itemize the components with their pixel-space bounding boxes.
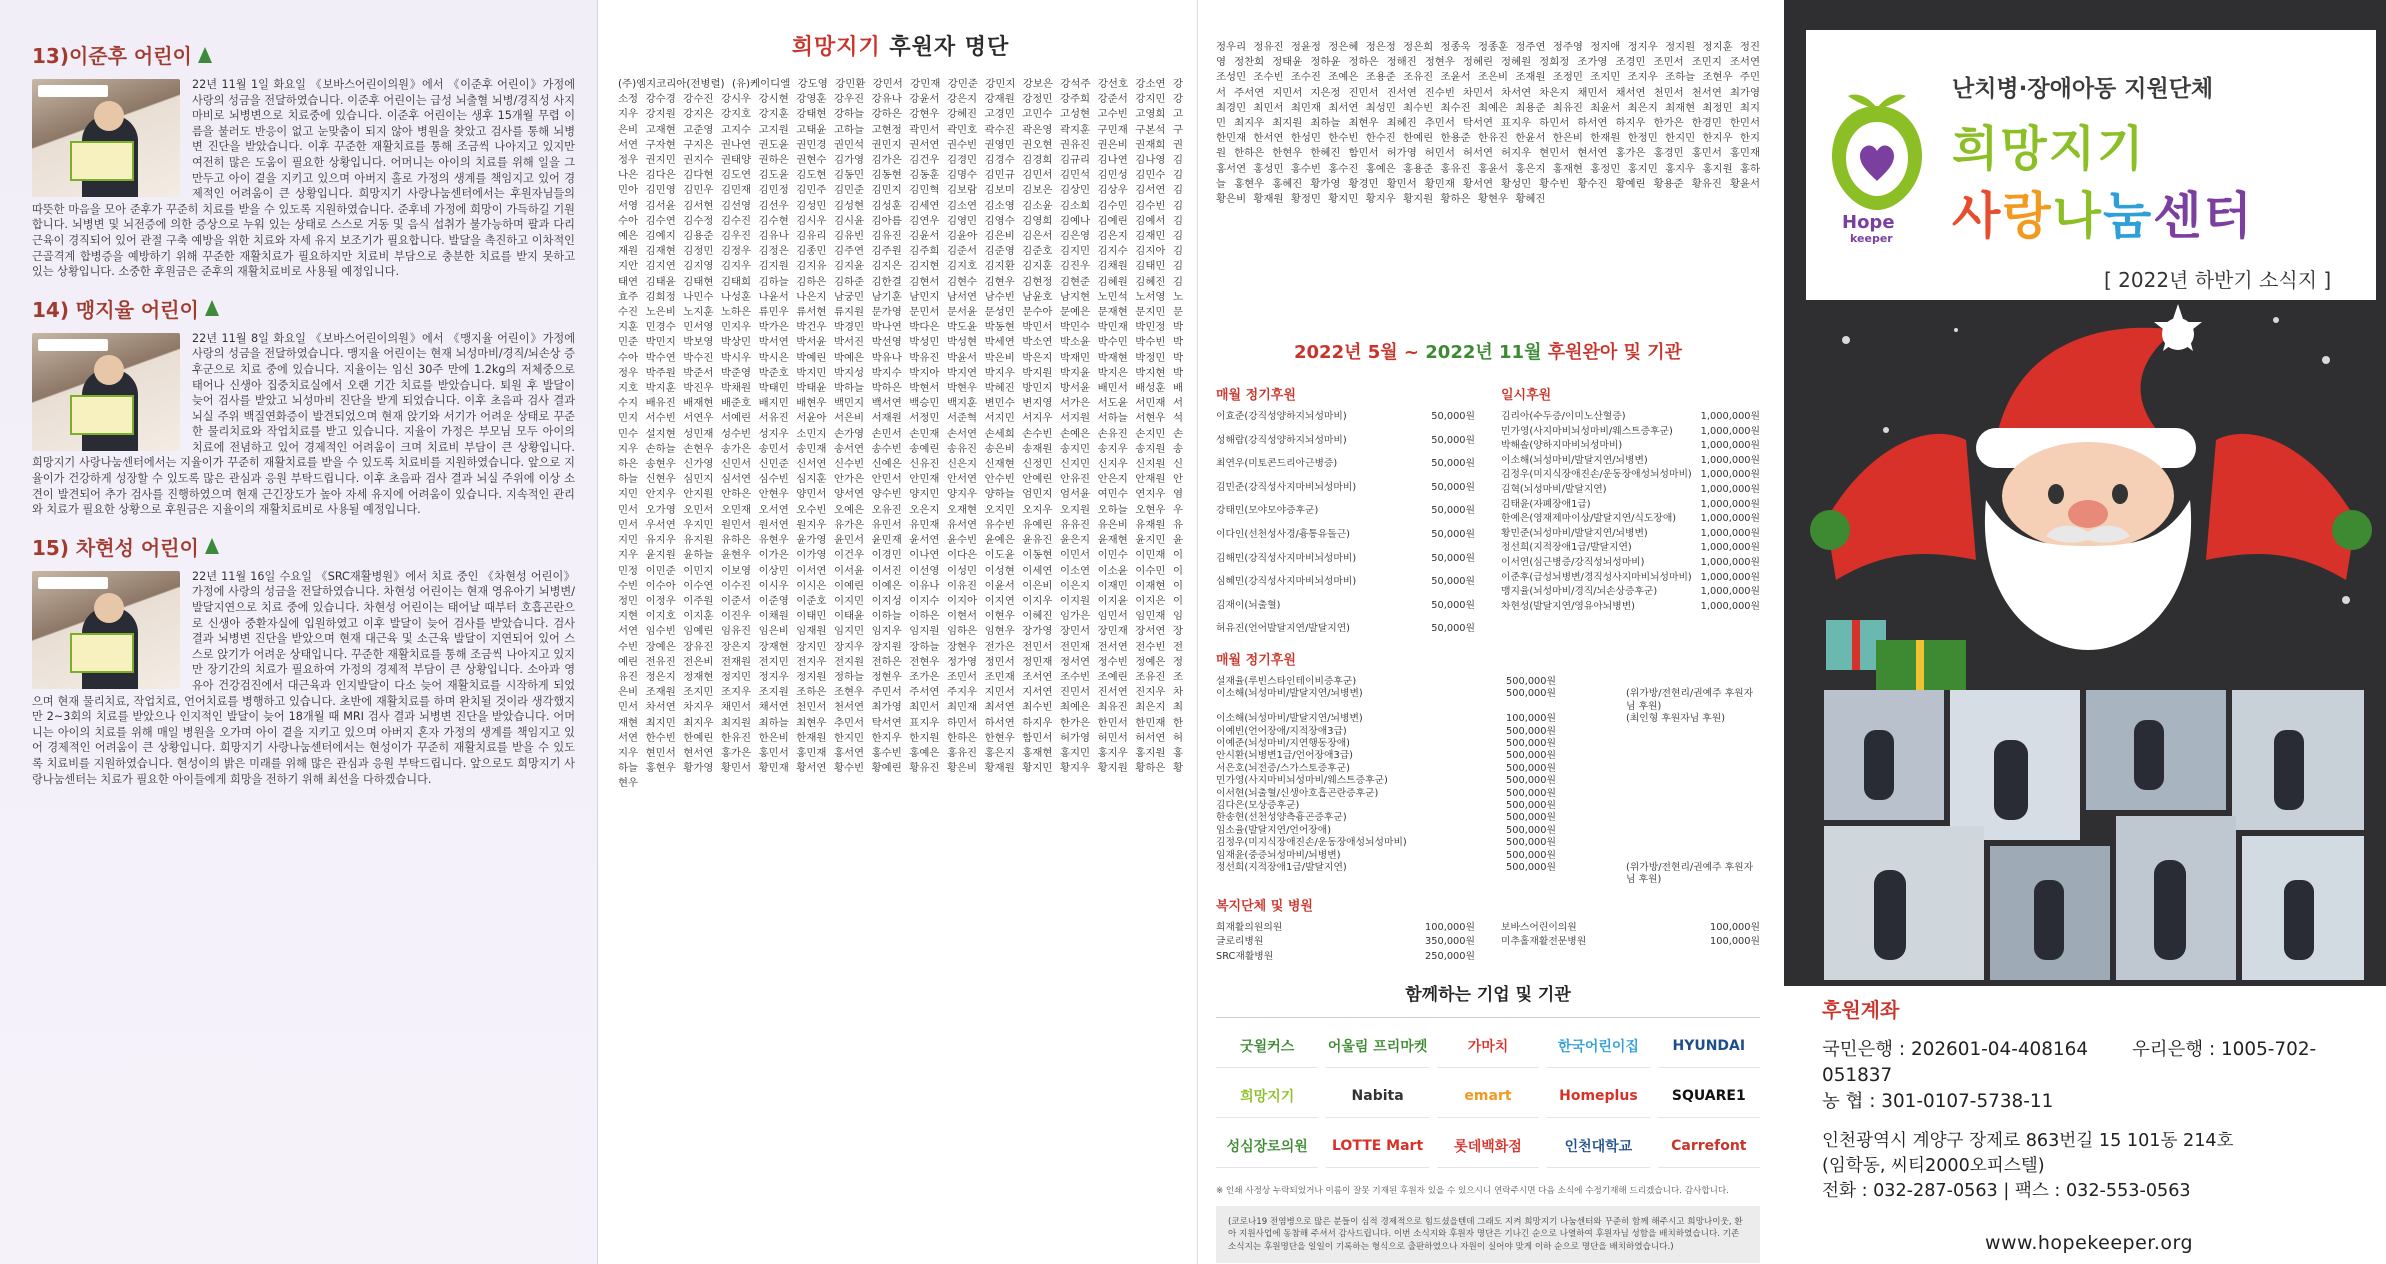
kb-account: 국민은행 : 202601-04-408164 xyxy=(1822,1039,2089,1060)
santa-illustration xyxy=(1806,300,2376,690)
story-title-text: 14) 맹지율 어린이 xyxy=(32,297,199,322)
donation-amount: 1,000,000원 xyxy=(1700,483,1760,495)
donation-row xyxy=(1216,951,1475,966)
story-title-text: 15) 차현성 어린이 xyxy=(32,535,199,560)
monthly-list xyxy=(1216,411,1475,647)
partner-logo: LOTTE Mart xyxy=(1326,1126,1428,1168)
donation-note xyxy=(1626,812,1760,824)
donation-note xyxy=(1626,750,1760,762)
donation-amount: 100,000원 xyxy=(1710,921,1760,933)
story-body-text: 22년 11월 16일 수요일 《SRC재활병원》에서 치료 중인 《차현성 어린이》가정에 사랑의 성금을 전달하였습니다. 차현성 어린이는 현재 영유아기 뇌병변/발달지연으로 치료 중에 있습니다. 차현성 어린이는 태어날 때부터 호흡곤란으로 신생아 중환자실에 입원하였고 이후 발달이 늦어 검사를 받았습니다. 검사 결과 뇌병변 진단을 받았으며 현재 대근육 및 소근육 발달이 지연되어 있어 스스로 앉기가 어려운 상태입니다. 꾸준한 재활치료를 통해 조금씩 나아지고 있지만 장기간의 치료가 필요하여 가정의 경제적 부담이 큰 상황입니다. 소아과 영유아 건강검진에서 대근육과 인지발달이 다소 늦어 재활치료를 시작하게 되었으며 현재 물리치료, 작업치료, 언어치료를 병행하고 있습니다. 초반에 재활치료를 하며 완치될 것이라 생각했지만 2~3회의 치료를 받았으나 인지적인 발달이 늦어 18개월 때 MRI 검사 결과 뇌병변 진단을 받았습니다. 어머니는 아이의 치료를 위해 매일 병원을 오가며 아이 곁을 지키고 있으며 아버지 혼자 가정의 생계를 책임지고 있어 경제적인 어려움이 큰 상황입니다. 희망지기 사랑나눔센터에서는 현성이가 꾸준히 재활치료를 받을 수 있도록 치료비를 지원하였습니다. 현성이의 밝은 미래를 위해 많은 관심과 응원 부탁드립니다. 앞으로도 희망지기 사랑나눔센터는 치료가 필요한 아이들에게 희망을 전하기 위해 최선을 다하겠습니다. xyxy=(32,569,575,786)
donation-note xyxy=(1626,676,1760,688)
donation-amount: 500,000원 xyxy=(1506,750,1556,762)
donation-name: 이소해(뇌성마비/발달지연/뇌병변) xyxy=(1216,688,1363,700)
donation-row xyxy=(1216,505,1475,529)
tree-icon xyxy=(205,300,219,316)
donation-note xyxy=(1626,726,1760,738)
story-item xyxy=(32,532,575,787)
story-title xyxy=(32,532,575,561)
partner-logo: 희망지기 xyxy=(1216,1076,1318,1118)
photo-collage xyxy=(1824,690,2364,980)
donation-row xyxy=(1501,572,1760,587)
donation-note: (위가방/전현리/권예주 후원자님 후원) xyxy=(1626,862,1754,886)
donation-row xyxy=(1216,623,1475,647)
donation-row xyxy=(1216,576,1475,600)
org-subtitle: 난치병·장애아동 지원단체 xyxy=(1952,76,2214,102)
donation-name: 이서현(뇌출혈/신생아호흡곤란증후군) xyxy=(1216,787,1379,799)
donation-row xyxy=(1501,484,1760,499)
period-label: 후원완아 및 기관 xyxy=(1541,342,1682,363)
donation-note xyxy=(1626,825,1760,837)
donation-name: 이예준(뇌성마비/지연행동장애) xyxy=(1216,737,1350,749)
donation-amount: 500,000원 xyxy=(1506,862,1556,874)
heading-rest: 후원자 명단 xyxy=(880,35,1010,60)
donation-amount: 1,000,000원 xyxy=(1700,542,1760,554)
donation-row xyxy=(1501,936,1760,951)
period-start: 2022년 5월 ~ xyxy=(1294,342,1426,363)
donation-row xyxy=(1501,513,1760,528)
monthly2-list xyxy=(1216,676,1760,887)
monthly-column xyxy=(1216,378,1475,647)
tree-icon xyxy=(198,47,212,63)
donation-row xyxy=(1501,586,1760,601)
donation-amount: 50,000원 xyxy=(1431,458,1475,470)
donation-amount: 500,000원 xyxy=(1506,812,1556,824)
donation-name: 이서연(심근병증/강직성뇌성마비) xyxy=(1501,556,1645,568)
donation-amount: 50,000원 xyxy=(1431,411,1475,422)
donation-name: 김다은(모상증후군) xyxy=(1216,800,1300,811)
donation-amount: 50,000원 xyxy=(1431,576,1475,588)
donor-names-continued: 정우리 정유진 정윤정 정은혜 정은정 정은희 정종욱 정종훈 정주연 정주영 정지애 정지우 정지원 정지훈 정진영 정찬희 정태윤 정하윤 정하은 정해진 정현우 정혜린 정혜원 정희정 조가영 조경민 조민서 조민지 조서연 조성민 조수빈 조수진 조예은 조용준 조유진 조윤서 조은비 조재원 조정민 조지민 조지우 조하늘 조현우 주민서 주서연 지민서 지은정 진민서 진서연 진수빈 차민서 차서연 차은지 채민서 채서연 천민서 천서연 최가영 최경민 최민서 최민재 최서연 최성민 최수빈 최수진 최예은 최용준 최유진 최윤서 최은지 최재현 최정민 최지민 최지우 최지원 최하늘 최현우 최혜진 추민서 탁서연 표지우 하민서 하서연 하지우 한가은 한경민 한민서 한민재 한서연 한성민 한수빈 한수진 한예린 한용준 한유진 한윤서 한은비 한재원 한정민 한지민 한지우 한지원 한하은 한현우 한혜진 함민서 허가영 허민서 허서연 허지우 현민서 현서연 홍가은 홍경민 홍민서 홍민재 홍서연 홍성민 홍수빈 홍수진 홍예은 홍용준 홍유진 홍윤서 홍은지 홍재현 홍정민 홍지민 홍지우 홍지원 홍하늘 홍현우 홍혜진 황가영 황경민 황민서 황민재 황서연 황성민 황수빈 황수진 황예린 황용준 황유진 황윤서 황은비 황재원 황정민 황지민 황지우 황지원 황하은 황현우 황혜진 xyxy=(1216,41,1760,206)
donation-row xyxy=(1501,557,1760,572)
donation-row xyxy=(1216,775,1760,787)
donation-name: 임소율(발달지연/언어장애) xyxy=(1216,824,1332,836)
welfare-right xyxy=(1501,922,1760,966)
donation-note xyxy=(1626,788,1760,800)
donation-amount: 50,000원 xyxy=(1431,434,1475,446)
donation-amount: 100,000원 xyxy=(1506,713,1556,725)
donation-name: 차현성(발달지연/영유아뇌병변) xyxy=(1501,600,1635,612)
donation-row xyxy=(1216,750,1760,762)
partner-logo: 성심장로의원 xyxy=(1216,1126,1318,1168)
partner-logo: Homeplus xyxy=(1547,1076,1649,1118)
donation-amount: 1,000,000원 xyxy=(1700,454,1760,466)
donation-amount: 1,000,000원 xyxy=(1700,586,1760,598)
sponsorship-panel xyxy=(1198,0,1784,1264)
donation-row xyxy=(1216,713,1760,725)
story-body xyxy=(32,569,575,787)
notice-box: (코로나19 전염병으로 많은 분들이 심적 경제적으로 힘드셨을텐데 그래도 지켜 희망지기 나눔센터와 꾸준히 함께 해주시고 희망나이웃, 환아 지원사업에 동참해 주셔서 감사드립니다. 이번 소식지와 후원자 명단은 기나긴 순으로 나열하여 후원자님 성함을 배치하였습니다. 기존 소식지는 후원명단을 일일이 기록하는 형식으로 출판하였으나 자원이 실어야 맞게 이하 순으로 명단을 배치하였습니다.) xyxy=(1216,1206,1760,1264)
partner-logo: Nabita xyxy=(1326,1076,1428,1118)
donation-amount: 100,000원 xyxy=(1710,936,1760,948)
donation-row xyxy=(1216,788,1760,800)
donation-name: 이예빈(언어장애/지적장애3급) xyxy=(1216,725,1347,737)
story-title xyxy=(32,40,575,69)
donor-names: (주)엠지코리아(전병렬) (유)케이디엘 강도영 강민환 강민서 강민재 강민준 강민지 강보은 강석주 강선호 강소연 강소정 강수경 강수진 강시우 강시현 강영훈 강우진 강유나 강윤서 강은지 강재원 강정민 강주희 강준서 강지민 강지우 강지원 강지은 강지호 강지훈 강태현 강하늘 강하은 강현우 강혜진 고경민 고민수 고성현 고수빈 고영희 고은비 고재현 고준영 고지수 고지원 고태윤 고하늘 고현정 곽민서 곽민호 곽수진 곽은영 곽지훈 구민재 구본석 구서연 구자현 구지은 권나연 권도윤 권민경 권민석 권민지 권서연 권수빈 권영민 권오현 권유진 권은비 권재희 권정우 권지민 권지수 권태양 권하은 권현수 김가영 김가은 김건우 김경민 김경수 김경희 김규리 김나연 김나영 김나은 김다은 김다현 김도연 김도윤 김도현 김동민 김동현 김동훈 김명수 김민규 김민서 김민석 김민성 김민수 김민아 김민영 김민우 김민재 김민정 김민주 김민준 김민지 김민혁 김보람 김보미 김보은 김상민 김상우 김서연 김서영 김서윤 김서현 김선영 김선우 김성민 김성현 김성훈 김세연 김소연 김소영 김소윤 김소희 김수민 김수빈 김수아 김수연 김수정 김수진 김수현 김시우 김시윤 김아름 김연우 김영민 김영수 김영희 김예나 김예린 김예서 김예은 김예지 김용준 김우진 김유나 김유리 김유빈 김유진 김윤서 김윤아 김은비 김은서 김은영 김은지 김재민 김재원 김재현 김정민 김정우 김정은 김종민 김주연 김주원 김주희 김준서 김준영 김준호 김지민 김지수 김지아 김지안 김지연 김지영 김지우 김지원 김지유 김지윤 김지은 김지현 김지호 김지환 김지훈 김진우 김채원 김태민 김태연 김태윤 김태현 김태희 김하늘 김하은 김하준 김한결 김현서 김현수 김현우 김현정 김현준 김혜원 김혜진 김효주 김희정 나민수 나성훈 나윤서 나은지 남궁민 남기훈 남민지 남서연 남수빈 남윤호 남지현 노민석 노서영 노수진 노은비 노지훈 노하은 류민우 류서현 류지원 문가영 문민서 문서윤 문성민 문수아 문예은 문재현 문지민 문지훈 민경수 민서영 민지우 박가은 박건우 박경민 박나연 박다은 박도윤 박동현 박민서 박민수 박민재 박민정 박민준 박민지 박보영 박상민 박서연 박서윤 박서진 박선영 박성민 박성현 박세연 박소연 박소윤 박수민 박수빈 박수아 박수연 박수진 박시우 박시은 박예린 박예은 박유나 박유진 박윤서 박은비 박은지 박재민 박재현 박정민 박정우 박주원 박준서 박준영 박준호 박지민 박지성 박지수 박지아 박지연 박지우 박지원 박지윤 박지은 박지현 박지호 박지훈 박진우 박채원 박태민 박태윤 박하늘 박하은 박현서 박현우 박혜진 방민지 방서윤 배민서 배성훈 배수지 배유진 배재현 배준호 배지민 배현우 백민지 백서연 백승민 백지훈 변민수 변지영 서가은 서도윤 서민재 서민지 서수빈 서연우 서예린 서유진 서윤아 서은비 서재원 서정민 서준혁 서지민 서지우 서지원 서하늘 서현우 석민수 설지현 성민재 성수빈 성지우 소민지 손가영 손민서 손민재 손서연 손세희 손수빈 손예은 손유진 손지민 손지우 손하늘 손현우 송가은 송민서 송민재 송서연 송수빈 송예린 송유진 송은비 송재원 송지민 송지우 송지원 송하은 송현우 신가영 신민서 신민준 신서연 신수빈 신예은 신유진 신은지 신재현 신정민 신지민 신지우 신지원 신하늘 신현우 심민지 심서연 심수빈 심지훈 안가은 안민서 안민재 안서연 안수빈 안예린 안유진 안은지 안재원 안지민 안지우 안지원 안하은 안현우 양민서 양서연 양수빈 양지민 양지우 양하늘 엄민지 엄서윤 여민수 연지우 염민서 오가영 오민서 오민재 오서연 오수빈 오예은 오유진 오은지 오재현 오지민 오지우 오지원 오하늘 오현우 우민서 우서연 우지민 원민서 원서연 원지우 유가은 유민서 유민재 유서연 유수빈 유예린 유유진 유은비 유재원 유지민 유지우 유지원 유하은 유현우 윤가영 윤민서 윤민재 윤서연 윤수빈 윤예은 윤유진 윤은지 윤재현 윤지민 윤지우 윤지원 윤하늘 윤현우 이가은 이가영 이건우 이경민 이나연 이다은 이도윤 이동현 이민서 이민수 이민재 이민정 이민준 이민지 이보영 이상민 이서연 이서윤 이서진 이선영 이성민 이성현 이세연 이소연 이소윤 이수민 이수빈 이수아 이수연 이수진 이시우 이시은 이예린 이예은 이유나 이유진 이윤서 이은비 이은지 이재민 이재현 이정민 이정우 이주원 이준서 이준영 이준호 이지민 이지성 이지수 이지아 이지연 이지우 이지원 이지윤 이지은 이지현 이지호 이지훈 이진우 이채원 이태민 이태윤 이하늘 이하은 이현서 이현우 이혜진 임가은 임민서 임민재 임서연 임수빈 임예린 임유진 임은비 임재원 임지민 임지우 임지원 임하은 임현우 장가영 장민서 장민재 장서연 장수빈 장예은 장유진 장은지 장재현 장지민 장지우 장지원 장하늘 장현우 전가은 전민서 전민재 전서연 전수빈 전예린 전유진 전은비 전재원 전지민 전지우 전지원 전하은 전현우 정가영 정민서 정민재 정서연 정수빈 정예은 정유진 정은지 정재현 정지민 정지우 정지원 정하늘 정현우 조가은 조민서 조민재 조서연 조수빈 조예린 조유진 조은비 조재원 조지민 조지우 조지원 조하은 조현우 주민서 주서연 주지우 지민서 지서연 진민서 진서연 진지우 차민서 차서연 차지우 채민서 채서연 천민서 천서연 최가영 최민서 최민재 최서연 최수빈 최예은 최유진 최은지 최재현 최지민 최지우 최지원 최하늘 최현우 추민서 탁서연 표지우 하민서 하서연 하지우 한가은 한민서 한민재 한서연 한수빈 한예린 한유진 한은비 한재원 한지민 한지우 한지원 한하은 한현우 함민서 허가영 허민서 허서연 허지우 현민서 현서연 홍가은 홍민서 홍민재 홍서연 홍수빈 홍예은 홍유진 홍은지 홍재현 홍지민 홍지우 홍지원 홍하늘 홍현우 황가영 황민서 황민재 황서연 황수빈 황예린 황유진 황은비 황재원 황지민 황지우 황지원 황하은 황현우 xyxy=(618,78,1183,790)
donation-amount: 250,000원 xyxy=(1425,951,1475,963)
donation-grid xyxy=(1216,378,1760,647)
donation-name: 이소해(뇌성마비/발달지연/뇌병변) xyxy=(1501,454,1648,466)
onetime-column xyxy=(1501,378,1760,647)
donation-row xyxy=(1501,601,1760,616)
donation-name: 한예은(영재제마이상/발달지연/식도장애) xyxy=(1501,513,1677,525)
partner-logo: SQUARE1 xyxy=(1658,1076,1760,1118)
donation-name: 김혁(뇌성마비/발달지연) xyxy=(1501,483,1607,495)
donation-name: 안시환(뇌병변1급/언어장애3급) xyxy=(1216,750,1353,762)
org-name-line1: 희망지기 xyxy=(1952,121,2146,177)
story-title-text: 13)이준후 어린이 xyxy=(32,44,192,68)
donation-amount: 1,000,000원 xyxy=(1700,498,1760,510)
donation-name: SRC재활병원 xyxy=(1216,951,1274,963)
monthly2-title: 매월 정기후원 xyxy=(1216,652,1296,668)
donation-name: 정선희(지적장애1급/발달지연) xyxy=(1501,542,1632,554)
donation-note xyxy=(1626,775,1760,787)
donation-name: 황민준(뇌성마비/발달지연/뇌병변) xyxy=(1501,527,1648,539)
donation-amount: 500,000원 xyxy=(1506,849,1556,861)
partner-logo: 롯데백화점 xyxy=(1437,1126,1539,1168)
donation-note: (위가방/전현리/권예주 후원자님 후원) xyxy=(1626,688,1754,712)
story-photo xyxy=(32,333,180,451)
donation-amount: 500,000원 xyxy=(1506,725,1556,737)
partner-logo: 한국어린이집 xyxy=(1547,1026,1649,1068)
donation-name: 김정우(미지식장애진손/운동장애성뇌성마비) xyxy=(1501,469,1692,481)
donation-amount: 1,000,000원 xyxy=(1700,600,1760,612)
onetime-title: 일시후원 xyxy=(1501,388,1552,403)
donation-amount: 50,000원 xyxy=(1431,505,1475,517)
story-title xyxy=(32,294,575,323)
donation-name: 한송현(선천성양측흉곤증후군) xyxy=(1216,812,1347,824)
donation-row xyxy=(1501,411,1760,426)
donation-amount: 50,000원 xyxy=(1431,481,1475,493)
donation-row xyxy=(1501,499,1760,514)
edition-label: [ 2022년 하반기 소식지 ] xyxy=(2104,268,2332,292)
donation-row xyxy=(1501,922,1760,937)
tree-icon xyxy=(205,538,219,554)
donation-row xyxy=(1216,837,1760,849)
address-line2: (임학동, 씨티2000오피스텔) xyxy=(1822,1156,2045,1176)
welfare-grid xyxy=(1216,922,1760,966)
donation-row xyxy=(1216,862,1760,887)
donation-row xyxy=(1216,458,1475,482)
donation-row xyxy=(1216,738,1760,750)
story-body xyxy=(32,77,575,280)
partner-logo: 어울림 프리마켓 xyxy=(1326,1026,1428,1068)
donation-amount: 1,000,000원 xyxy=(1700,513,1760,525)
donation-amount: 50,000원 xyxy=(1431,623,1475,635)
donation-name: 글로리병원 xyxy=(1216,936,1264,948)
donation-name: 설재율(루빈스타인테이비증후군) xyxy=(1216,675,1357,687)
donor-list-heading xyxy=(618,30,1183,61)
donation-name: 김리아(수두증/이미노산혈증) xyxy=(1501,411,1626,422)
donation-name: 민가영(사지마비뇌성마비/웨스트증후군) xyxy=(1216,775,1388,787)
donation-row xyxy=(1216,688,1760,713)
donation-amount: 350,000원 xyxy=(1425,936,1475,948)
donation-note xyxy=(1626,850,1760,862)
donation-name: 이소해(뇌성마비/발달지연/뇌병변) xyxy=(1216,713,1363,725)
story-body-text: 22년 11월 1일 화요일 《보바스어린이의원》에서 《이준후 어린이》가정에 사랑의 성금을 전달하였습니다. 이준후 어린이는 급성 뇌출혈 뇌병/경직성 사지마비로 뇌병변으로 치료중에 있습니다. 이준후 어린이는 생후 15개월 무렵 이름을 불러도 반응이 없고 눈맞춤이 되지 않아 병원을 찾았고 검사를 통해 뇌병변 진단을 받았습니다. 이후 꾸준한 재활치료를 통해 조금씩 나아지고 있지만 여전히 많은 도움이 필요한 상황입니다. 어머니는 아이의 치료를 위해 일을 그만두고 아이 곁을 지키고 있으며 아버지 홀로 가정의 생계를 책임지고 있어 경제적인 어려움이 큰 상황입니다. 희망지기 사랑나눔센터에서는 후원자님들의 따뜻한 마음을 모아 준후가 꾸준히 치료를 받을 수 있도록 지원하였습니다. 준후네 가정에 희망이 가득하길 기원합니다. 뇌병변 및 뇌전증에 의한 증상으로 누워 있는 상태로 스스로 거동 및 음식 섭취가 불가능하며 팔과 다리 근육이 경직되어 있어 관절 구축 예방을 위한 치료와 자세 유지 보조기가 필요합니다. 발달을 촉진하고 이차적인 근골격계 합병증을 예방하기 위해 꾸준한 재활치료가 필요하지만 치료비 부담으로 충분한 치료를 받지 못하고 있는 상황입니다. 소중한 후원금은 준후의 재활치료비로 사용될 예정입니다. xyxy=(32,78,575,279)
donation-name: 이다인(선천성사경/흉통유돌근) xyxy=(1216,528,1350,540)
donation-name: 강태민(모야모야증후군) xyxy=(1216,505,1319,517)
donation-note xyxy=(1626,763,1760,775)
donation-row xyxy=(1501,528,1760,543)
donation-row xyxy=(1501,426,1760,441)
story-item xyxy=(32,40,575,280)
story-panel xyxy=(0,0,598,1264)
donation-name: 김태윤(자폐장애1급) xyxy=(1501,498,1591,510)
donation-note xyxy=(1626,837,1760,849)
donation-row xyxy=(1216,676,1760,688)
phone-fax: 전화 : 032-287-0563 | 팩스 : 032-553-0563 xyxy=(1822,1181,2191,1201)
woori-account: 우리은행 : 1005-702-051837 xyxy=(1822,1039,2317,1086)
partner-logo: 인천대학교 xyxy=(1547,1126,1649,1168)
cover-panel xyxy=(1784,0,2386,1264)
donation-amount: 1,000,000원 xyxy=(1700,411,1760,422)
donation-row xyxy=(1216,726,1760,738)
donation-name: 최연우(미토콘드리아근병증) xyxy=(1216,458,1338,470)
donation-amount: 1,000,000원 xyxy=(1700,440,1760,452)
donation-amount: 100,000원 xyxy=(1425,921,1475,933)
bank-info xyxy=(1784,986,2386,1264)
donation-name: 이준후(급성뇌병변/경직성사지마비뇌성마비) xyxy=(1501,571,1692,583)
donation-name: 미추홀재활전문병원 xyxy=(1501,936,1587,948)
donation-row xyxy=(1216,936,1475,951)
heading-accent: 희망지기 xyxy=(791,35,881,60)
donation-row xyxy=(1501,440,1760,455)
donation-name: 민가영(사지마비뇌성마비/웨스트증후군) xyxy=(1501,425,1673,437)
donation-name: 서은호(뇌전증/스가스토증후군) xyxy=(1216,762,1350,774)
donation-row xyxy=(1216,812,1760,824)
donation-amount: 500,000원 xyxy=(1506,800,1556,811)
logo-subtext: keeper xyxy=(1850,232,1893,245)
donation-amount: 500,000원 xyxy=(1506,688,1556,700)
welfare-left xyxy=(1216,922,1475,966)
monthly-title: 매월 정기후원 xyxy=(1216,388,1296,403)
donation-row xyxy=(1216,825,1760,837)
donation-row xyxy=(1216,922,1475,937)
donation-name: 김해민(강직성사지마비뇌성마비) xyxy=(1216,552,1357,564)
donation-row xyxy=(1216,800,1760,812)
donation-amount: 500,000원 xyxy=(1506,675,1556,687)
donation-name: 성해람(강직성양하지뇌성마비) xyxy=(1216,434,1347,446)
donation-amount: 500,000원 xyxy=(1506,762,1556,774)
donation-name: 임재윤(중증뇌성마비/뇌병변) xyxy=(1216,849,1341,861)
donation-row xyxy=(1216,553,1475,577)
donation-amount: 1,000,000원 xyxy=(1700,469,1760,481)
donation-name: 김정우(미지식장애진손/운동장애성뇌성마비) xyxy=(1216,837,1407,849)
logo-text: Hope xyxy=(1842,212,1895,233)
onetime-list xyxy=(1501,411,1760,615)
donation-row xyxy=(1216,850,1760,862)
donation-row xyxy=(1216,482,1475,506)
partner-logo: 가마치 xyxy=(1437,1026,1539,1068)
donation-note: (최인형 후원자님 후원) xyxy=(1626,713,1726,725)
donation-amount: 1,000,000원 xyxy=(1700,425,1760,437)
donation-name: 심혜민(강직성사지마비뇌성마비) xyxy=(1216,576,1357,588)
partners-title: 함께하는 기업 및 기관 xyxy=(1405,984,1571,1005)
hopekeeper-logo-icon xyxy=(1818,86,1936,226)
address xyxy=(1822,1129,2356,1204)
donation-amount: 50,000원 xyxy=(1431,528,1475,540)
footnote: ※ 인쇄 사정상 누락되었거나 이름이 잘못 기재된 후원자 있을 수 있으시니 연락주시면 다음 소식에 수정기재해 드리겠습니다. 감사합니다. xyxy=(1216,1185,1729,1196)
donor-list-panel xyxy=(598,0,1198,1264)
donation-row xyxy=(1216,435,1475,459)
address-line1: 인천광역시 계양구 장제로 863번길 15 101동 214호 xyxy=(1822,1131,2234,1151)
story-photo xyxy=(32,79,180,197)
donation-amount: 50,000원 xyxy=(1431,552,1475,564)
story-body xyxy=(32,331,575,518)
donation-name: 희재활의원의원 xyxy=(1216,921,1283,933)
org-name-line2: 사랑나눔센터 xyxy=(1952,187,2254,245)
donation-name: 맹지율(뇌성마비/경직/뇌손상증후군) xyxy=(1501,586,1658,598)
donation-row xyxy=(1501,542,1760,557)
donation-row xyxy=(1501,455,1760,470)
story-photo xyxy=(32,571,180,689)
partner-logo: HYUNDAI xyxy=(1658,1026,1760,1068)
welfare-title: 복지단체 및 병원 xyxy=(1216,898,1313,914)
donation-name: 보바스어린이의원 xyxy=(1501,921,1577,933)
donation-name: 박해솔(양하지마비뇌성마비) xyxy=(1501,440,1623,452)
period-end: 2022년 11월 xyxy=(1425,342,1542,363)
partner-logo: 굿윌커스 xyxy=(1216,1026,1318,1068)
donation-row xyxy=(1216,763,1760,775)
donation-row xyxy=(1216,529,1475,553)
donation-amount: 500,000원 xyxy=(1506,824,1556,836)
donation-amount: 500,000원 xyxy=(1506,775,1556,787)
donation-note xyxy=(1626,738,1760,750)
bank-row xyxy=(1822,1037,2356,1089)
donation-amount: 500,000원 xyxy=(1506,837,1556,849)
website-link[interactable]: www.hopekeeper.org xyxy=(1984,1232,2194,1254)
donation-amount: 1,000,000원 xyxy=(1700,571,1760,583)
story-body-text: 22년 11월 8일 화요일 《보바스어린이의원》에서 《맹지율 어린이》가정에 사랑의 성금을 전달하였습니다. 맹지율 어린이는 현재 뇌성마비/경직/뇌손상 증후군으로 치료 중에 있습니다. 지율이는 임신 30주 만에 1.2kg의 저체중으로 태어나 신생아 집중치료실에서 오랜 기간 치료를 받았습니다. 퇴원 후 발달이 늦어 검사를 받았고 뇌성마비 진단을 받게 되었습니다. 이후 초음파 검사 결과 뇌실 주위 백질연화증이 발견되었으며 현재 앉기와 서기가 어려운 상태로 꾸준한 물리치료와 작업치료를 받고 있습니다. 지율이 가정은 부모님 모두 아이의 치료에 전념하고 있어 경제적인 어려움이 크며 치료비 부담이 큰 상황입니다. 희망지기 사랑나눔센터에서는 지율이가 꾸준히 재활치료를 받을 수 있도록 치료비를 지원하였습니다. 앞으로 지율이가 건강하게 성장할 수 있도록 많은 관심과 응원 부탁드립니다. 이후 초음파 검사 결과 뇌실 주위에 이상 소견이 발견되어 추가 검사를 진행하였으며 현재 근긴장도가 높아 자세 유지에 어려움이 있습니다. 지속적인 관리와 치료가 필요한 상황으로 후원금은 지율이의 재활치료비로 사용될 예정입니다. xyxy=(32,331,575,517)
donation-row xyxy=(1216,411,1475,435)
donation-amount: 500,000원 xyxy=(1506,737,1556,749)
partner-logo: emart xyxy=(1437,1076,1539,1118)
story-item xyxy=(32,294,575,518)
donation-name: 김재이(뇌출혈) xyxy=(1216,599,1281,611)
donation-name: 김민준(강직성사지마비뇌성마비) xyxy=(1216,481,1357,493)
donation-amount: 500,000원 xyxy=(1506,787,1556,799)
partners-logos xyxy=(1216,1017,1760,1168)
donation-row xyxy=(1501,469,1760,484)
donation-amount: 1,000,000원 xyxy=(1700,556,1760,568)
donation-name: 이효준(강직성양하지뇌성마비) xyxy=(1216,411,1347,422)
donation-amount: 50,000원 xyxy=(1431,599,1475,611)
period-heading xyxy=(1216,338,1760,364)
donation-row xyxy=(1216,600,1475,624)
donation-name: 허유진(언어발달지연/발달지연) xyxy=(1216,623,1350,635)
nh-account: 농 협 : 301-0107-5738-11 xyxy=(1822,1091,2054,1112)
bank-title: 후원계좌 xyxy=(1822,998,1900,1022)
donation-note xyxy=(1626,800,1760,812)
donation-amount: 1,000,000원 xyxy=(1700,527,1760,539)
partner-logo: Carrefont xyxy=(1658,1126,1760,1168)
donation-name: 정선희(지적장애1급/발달지연) xyxy=(1216,862,1347,874)
